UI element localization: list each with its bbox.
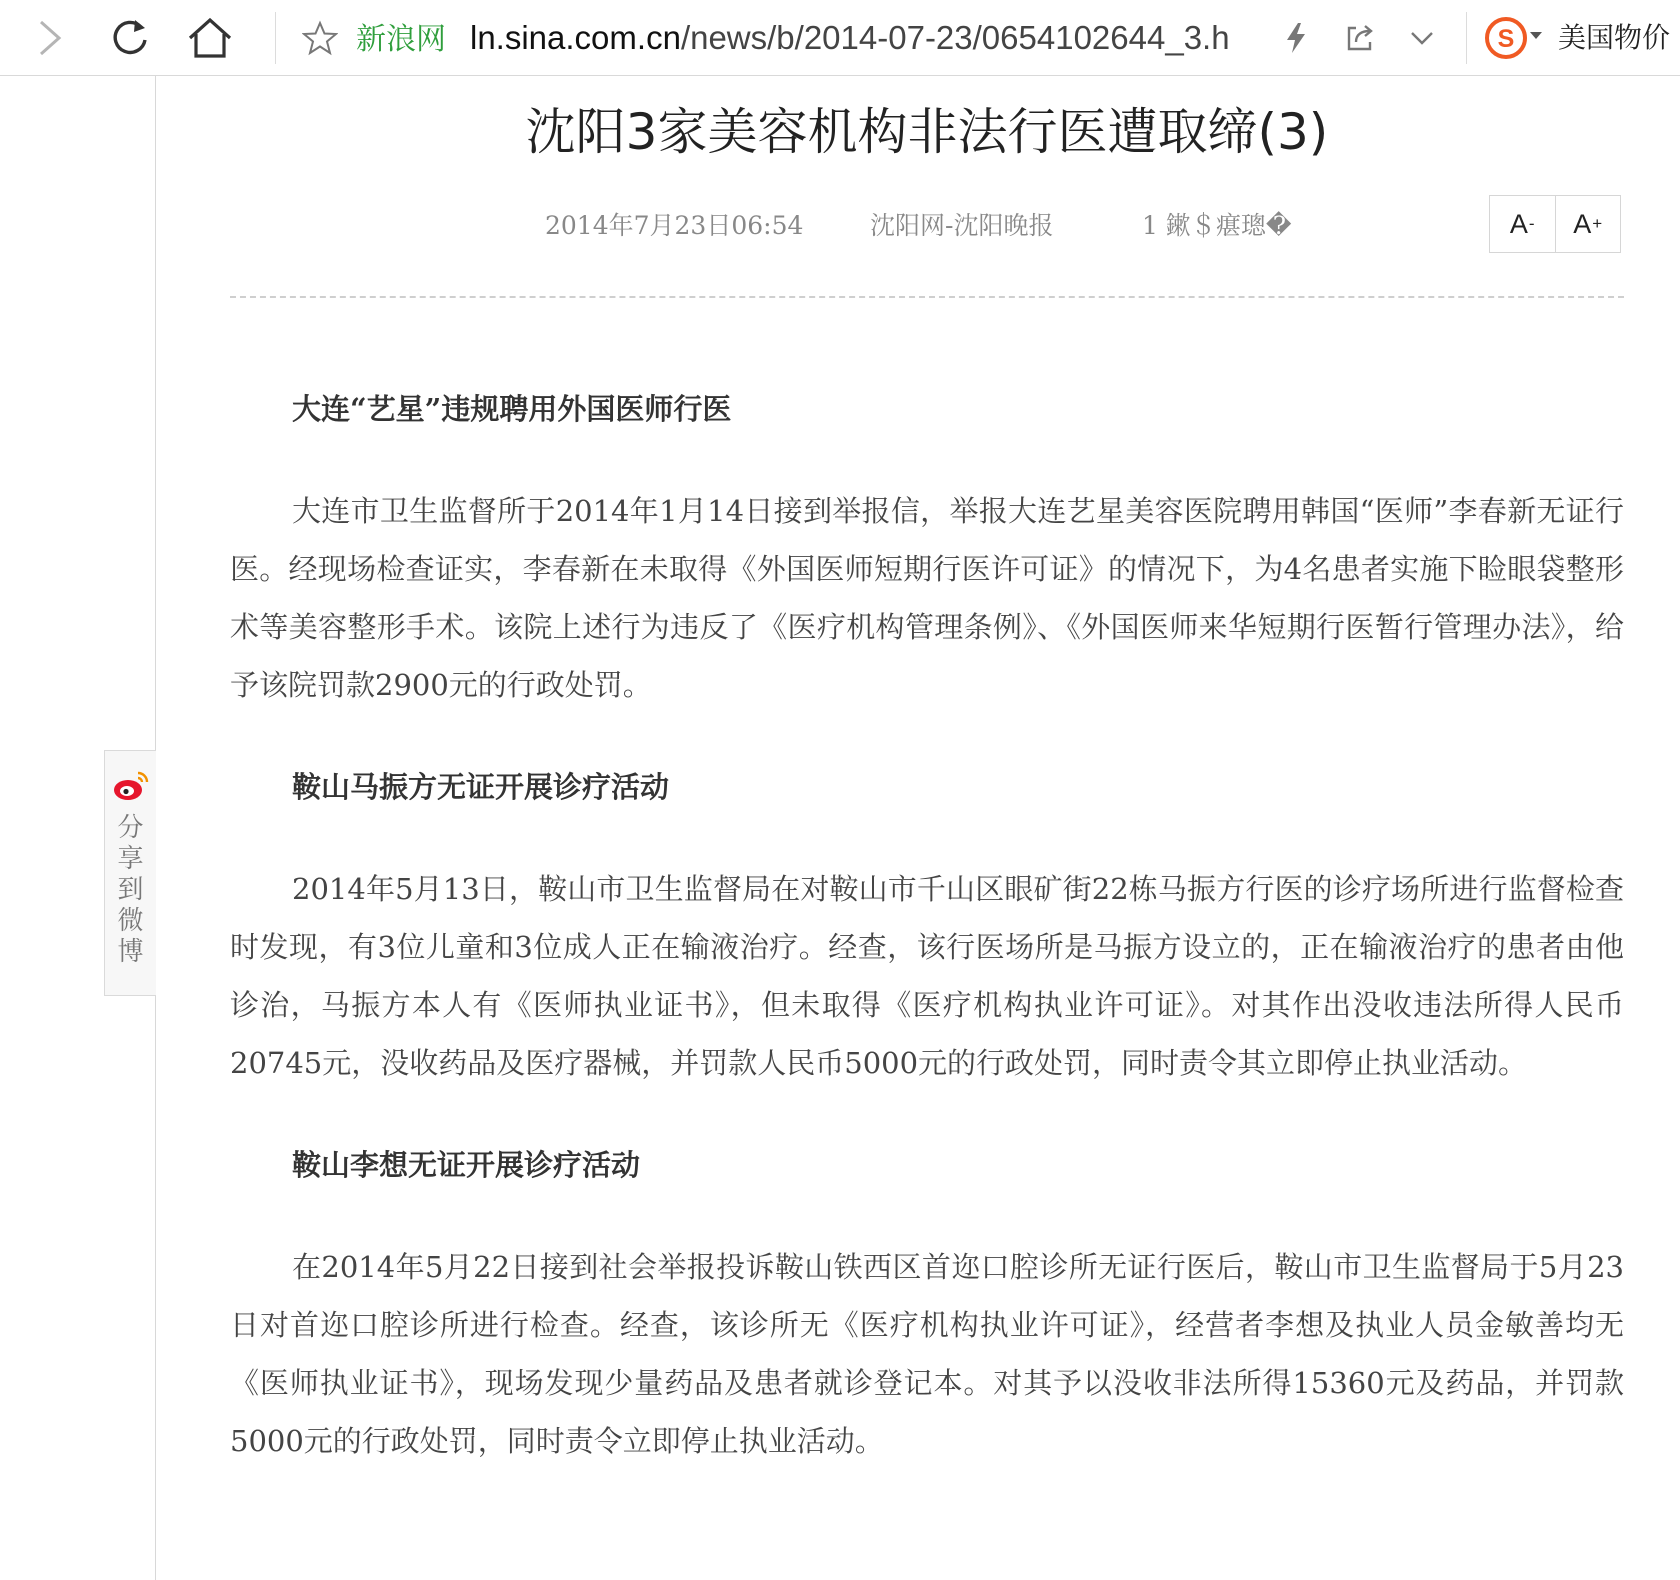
home-icon [187, 16, 233, 60]
refresh-button[interactable] [100, 8, 160, 68]
font-increase-label: A [1573, 208, 1592, 239]
lightning-button[interactable] [1278, 20, 1314, 56]
refresh-icon [108, 16, 152, 60]
section-heading: 鞍山马振方无证开展诊疗活动 [292, 770, 670, 804]
font-decrease-label: A [1509, 208, 1528, 239]
forward-icon [33, 16, 67, 60]
home-button[interactable] [180, 8, 240, 68]
search-engine-caret[interactable] [1530, 32, 1542, 39]
section-heading: 鞍山李想无证开展诊疗活动 [292, 1148, 641, 1182]
star-icon [302, 20, 338, 56]
section-paragraph: 大连市卫生监督所于2014年1月14日接到举报信，举报大连艺星美容医院聘用韩国“医师”李春新无证行医。经现场检查证实，李春新在未取得《外国医师短期行医许可证》的情况下，为4名患者实施下睑眼袋整形术等美容整形手术。该院上述行为违反了《医疗机构管理条例》、《外国医师来华短期行医暂行管理办法》，给予该院罚款2900元的行政处罚。 [230, 494, 1624, 702]
address-bar[interactable] [470, 16, 1250, 60]
article-source[interactable]: 沈阳网-沈阳晚报 [870, 211, 1054, 240]
bookmark-button[interactable] [300, 18, 340, 58]
toolbar-divider [1466, 12, 1467, 64]
weibo-icon [112, 769, 150, 803]
font-increase-button[interactable] [1555, 196, 1621, 252]
svg-text:S: S [1497, 25, 1515, 53]
font-decrease-button[interactable] [1490, 196, 1555, 252]
url-path: /news/b/2014-07-23/0654102644_3.h [680, 19, 1230, 56]
search-suggestion[interactable]: 美国物价 [1558, 21, 1671, 54]
article-body [230, 380, 1624, 1514]
section-paragraph: 在2014年5月22日接到社会举报投诉鞍山铁西区首迩口腔诊所无证行医后，鞍山市卫生监督局于5月23日对首迩口腔诊所进行检查。经查，该诊所无《医疗机构执业许可证》，经营者李想及执业人员金敏善均无《医师执业证书》，现场发现少量药品及患者就诊登记本。对其予以没收非法所得15360元及药品，并罚款5000元的行政处罚，同时责令立即停止执业活动。 [230, 1250, 1624, 1458]
toolbar-divider [275, 12, 276, 64]
chevron-down-icon [1408, 28, 1436, 48]
share-icon [1344, 22, 1376, 54]
sogou-icon[interactable] [1484, 16, 1528, 60]
font-increase-sign: + [1592, 214, 1603, 233]
article-title: 沈阳3家美容机构非法行医遭取缔(3) [525, 103, 1329, 161]
article-date: 2014年7月23日06:54 [545, 211, 804, 240]
share-page-button[interactable] [1342, 20, 1378, 56]
browser-toolbar [0, 0, 1680, 76]
section-heading: 大连“艺星”违规聘用外国医师行医 [292, 392, 732, 426]
lightning-icon [1283, 21, 1309, 55]
section-paragraph: 2014年5月13日，鞍山市卫生监督局在对鞍山市千山区眼矿街22栋马振方行医的诊疗场所进行监督检查时发现，有3位儿童和3位成人正在输液治疗。经查，该行医场所是马振方设立的，正在输液治疗的患者由他诊治，马振方本人有《医师执业证书》，但未取得《医疗机构执业许可证》。对其作出没收违法所得人民币20745元，没收药品及医疗器械，并罚款人民币5000元的行政处罚，同时责令其立即停止执业活动。 [230, 872, 1624, 1080]
forward-button[interactable] [20, 8, 80, 68]
site-name: 新浪网 [356, 22, 446, 57]
address-dropdown-button[interactable] [1404, 20, 1440, 56]
font-decrease-sign: - [1528, 214, 1535, 233]
meta-divider [230, 296, 1624, 298]
share-to-weibo-button[interactable] [104, 750, 156, 996]
comment-count[interactable]: 1 鏉＄瘎璁� [1142, 211, 1292, 240]
share-label: 分享到微博 [117, 813, 144, 967]
url-domain: ln.sina.com.cn [470, 19, 681, 56]
font-size-controls [1489, 195, 1621, 253]
